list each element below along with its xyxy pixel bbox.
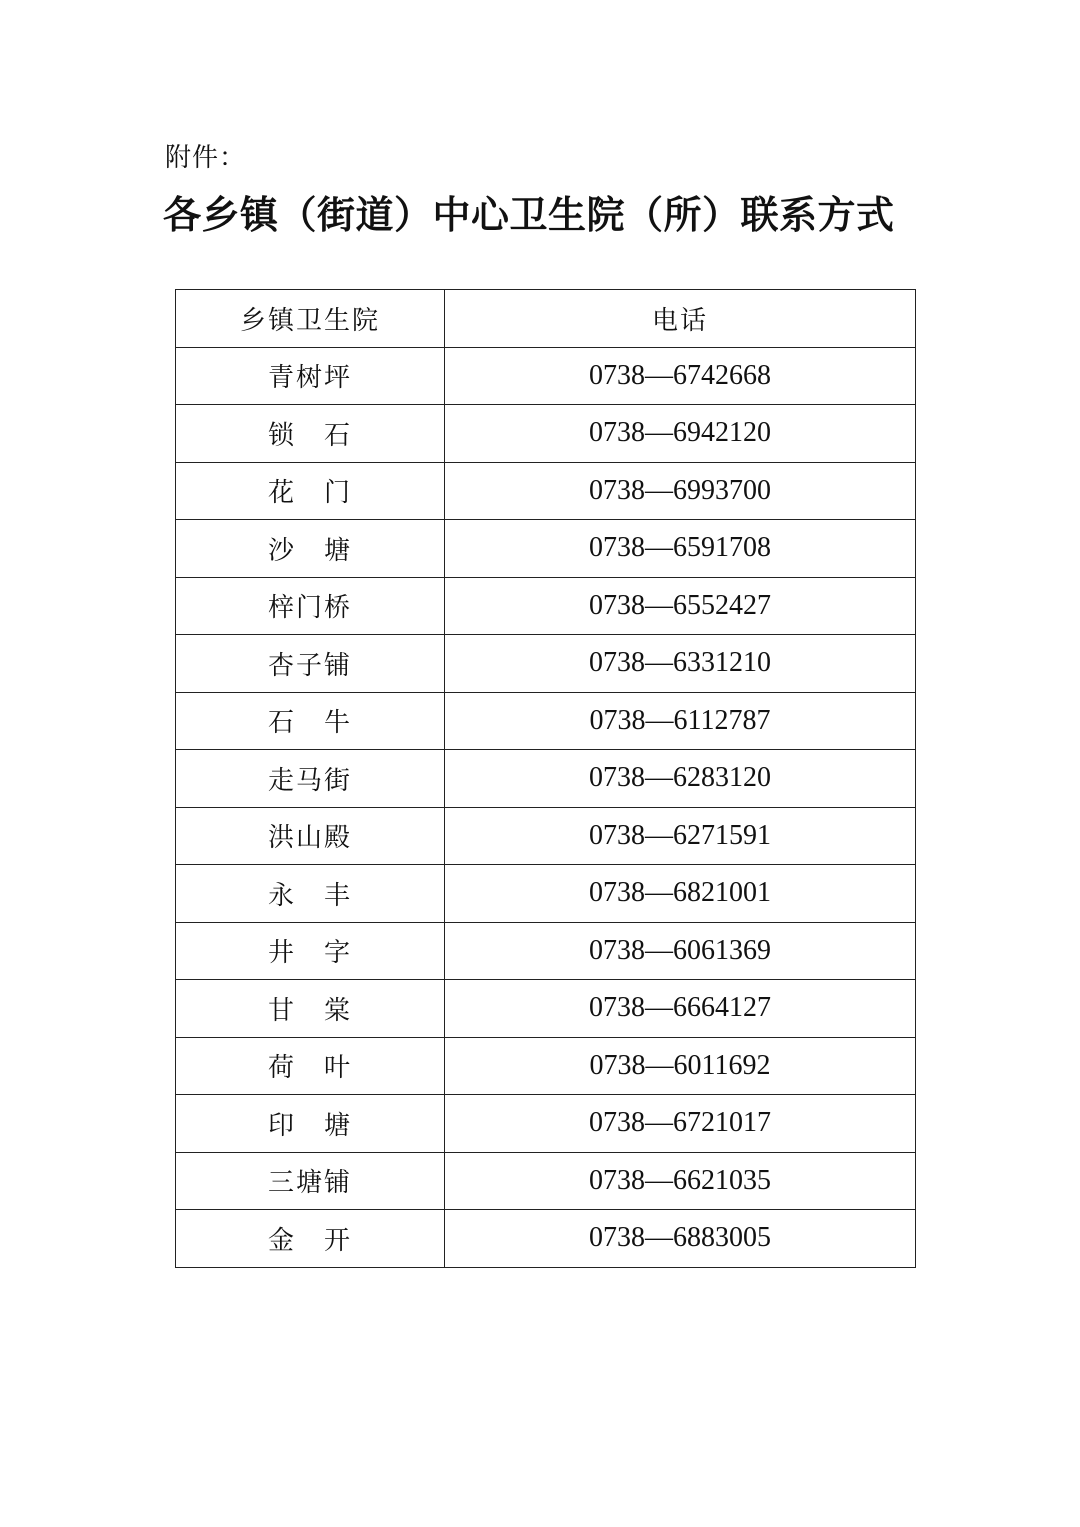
hospital-name: 洪山殿 bbox=[176, 807, 445, 865]
hospital-name: 锁 石 bbox=[176, 405, 445, 463]
header-township-hospital: 乡镇卫生院 bbox=[176, 290, 445, 348]
table-row bbox=[176, 1152, 916, 1210]
hospital-name: 梓门桥 bbox=[176, 577, 445, 635]
hospital-name: 永 丰 bbox=[176, 865, 445, 923]
phone-number: 0738—6011692 bbox=[445, 1037, 916, 1095]
phone-number: 0738—6283120 bbox=[445, 750, 916, 808]
table-row bbox=[176, 692, 916, 750]
hospital-name: 花 门 bbox=[176, 462, 445, 520]
hospital-name: 金 开 bbox=[176, 1210, 445, 1268]
table-row bbox=[176, 922, 916, 980]
table-row bbox=[176, 462, 916, 520]
phone-number: 0738—6942120 bbox=[445, 405, 916, 463]
table-row bbox=[176, 347, 916, 405]
hospital-name: 三塘铺 bbox=[176, 1152, 445, 1210]
hospital-name: 石 牛 bbox=[176, 692, 445, 750]
phone-number: 0738—6331210 bbox=[445, 635, 916, 693]
phone-number: 0738—6821001 bbox=[445, 865, 916, 923]
phone-number: 0738—6271591 bbox=[445, 807, 916, 865]
phone-number: 0738—6061369 bbox=[445, 922, 916, 980]
table-row bbox=[176, 865, 916, 923]
phone-number: 0738—6112787 bbox=[445, 692, 916, 750]
table-row bbox=[176, 520, 916, 578]
phone-number: 0738—6721017 bbox=[445, 1095, 916, 1153]
hospital-name: 杏子铺 bbox=[176, 635, 445, 693]
table-row bbox=[176, 807, 916, 865]
hospital-name: 青树坪 bbox=[176, 347, 445, 405]
phone-number: 0738—6552427 bbox=[445, 577, 916, 635]
phone-number: 0738—6742668 bbox=[445, 347, 916, 405]
document-title: 各乡镇（街道）中心卫生院（所）联系方式 bbox=[163, 193, 895, 237]
hospital-name: 印 塘 bbox=[176, 1095, 445, 1153]
table-row bbox=[176, 1210, 916, 1268]
phone-number: 0738—6883005 bbox=[445, 1210, 916, 1268]
attachment-label: 附件： bbox=[165, 143, 247, 173]
hospital-name: 井 字 bbox=[176, 922, 445, 980]
phone-number: 0738—6591708 bbox=[445, 520, 916, 578]
phone-number: 0738—6621035 bbox=[445, 1152, 916, 1210]
table-row bbox=[176, 635, 916, 693]
table-row bbox=[176, 577, 916, 635]
contact-table bbox=[175, 289, 916, 1268]
phone-number: 0738—6664127 bbox=[445, 980, 916, 1038]
table-header-row bbox=[176, 290, 916, 348]
hospital-name: 甘 棠 bbox=[176, 980, 445, 1038]
phone-number: 0738—6993700 bbox=[445, 462, 916, 520]
table-row bbox=[176, 980, 916, 1038]
hospital-name: 走马街 bbox=[176, 750, 445, 808]
table-row bbox=[176, 405, 916, 463]
table-row bbox=[176, 1037, 916, 1095]
table-row bbox=[176, 1095, 916, 1153]
hospital-name: 荷 叶 bbox=[176, 1037, 445, 1095]
table-row bbox=[176, 750, 916, 808]
hospital-name: 沙 塘 bbox=[176, 520, 445, 578]
header-phone: 电话 bbox=[445, 290, 916, 348]
